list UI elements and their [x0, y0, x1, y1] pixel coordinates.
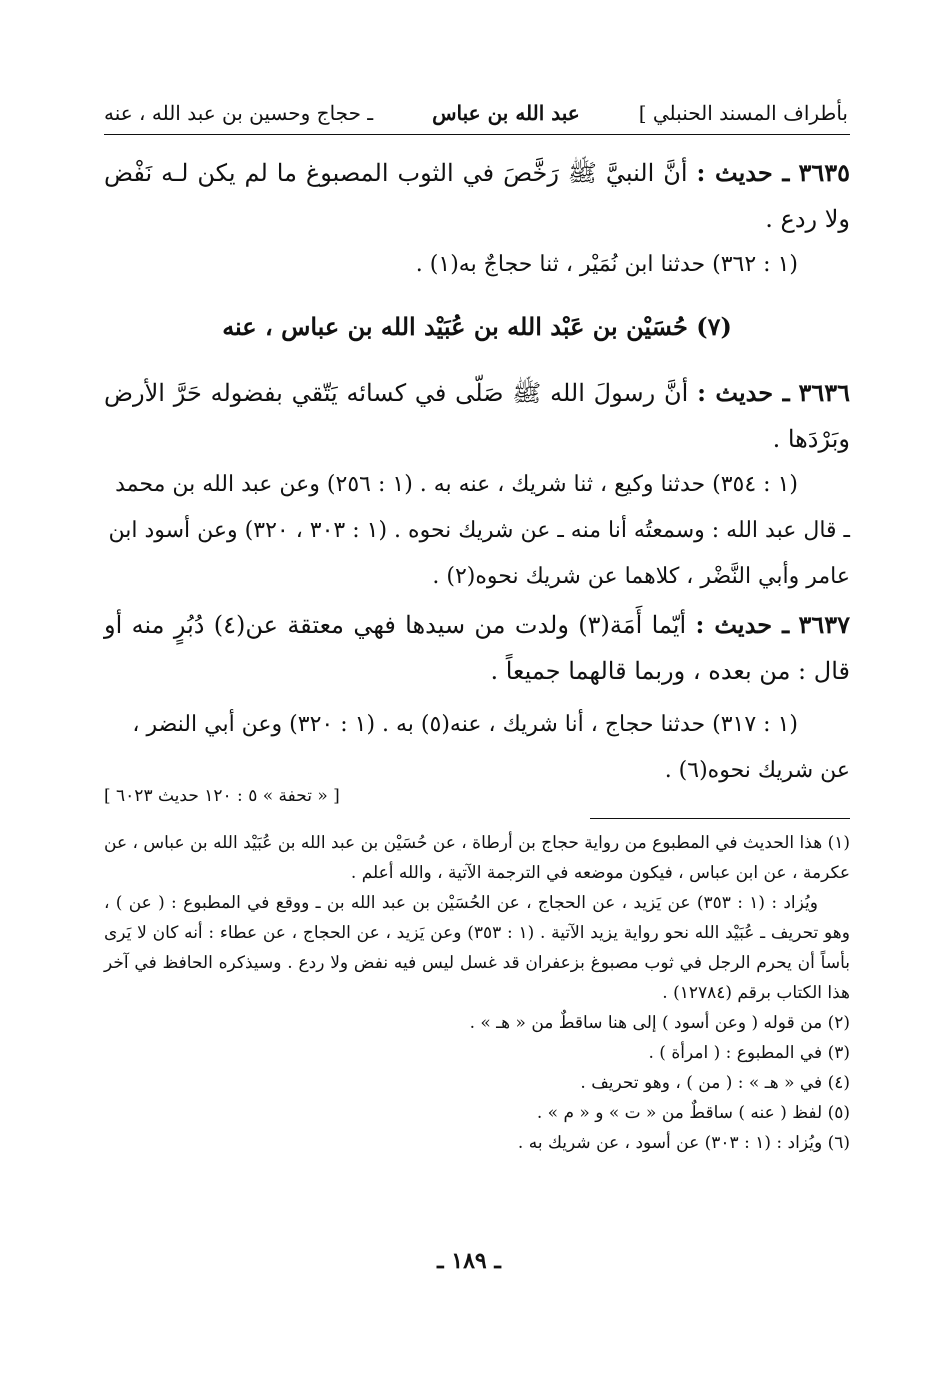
footnote-rule [590, 818, 850, 819]
hadith-reference: (١ : ٣٥٤) حدثنا وكيع ، ثنا شريك ، عنه به . (١ : ٢٥٦) وعن عبد الله بن محمد ـ قال عبد الله : وسمعتُه أنا منه ـ عن شريك نحوه . (١ : ٣٠٣ ، ٣٢٠) وعن أسود ابن عامر وأبي النَّضْر ، كلاهما عن شريك نحوه(٢) . [108, 472, 850, 589]
hadith-body: أنَّ النبيَّ ﷺ رَخَّصَ في الثوب المصبوغ ما لم يكن لـه نَفْض ولا ردع . [104, 159, 850, 233]
header-book-title: بأطراف المسند الحنبلي ] [638, 101, 848, 125]
footnotes [104, 828, 850, 1158]
hadith-text [104, 150, 850, 242]
hadith-reference: (١ : ٣١٧) حدثنا حجاج ، أنا شريك ، عنه(٥) به . (١ : ٣٢٠) وعن أبي النضر ، عن شريك نحوه(٦) . [132, 712, 850, 783]
section-heading: (٧) حُسَيْن بن عَبْد الله بن عُبَيْد الله بن عباس ، عنه [222, 312, 732, 341]
tuhfa-reference: [ « تحفة » ٥ : ١٢٠ حديث ٦٠٢٣ ] [104, 786, 340, 806]
header-section: ـ حجاج وحسين بن عبد الله ، عنه [104, 101, 374, 125]
header-chapter: عبد الله بن عباس [432, 101, 580, 125]
hadith-label: ـ حديث : [695, 610, 790, 639]
footnote-3: (٣) في المطبوع : ( امرأة ) . [648, 1043, 850, 1063]
hadith-label: ـ حديث : [696, 158, 790, 187]
section-heading-block [104, 312, 850, 341]
page-number: ـ ١٨٩ ـ [437, 1248, 501, 1274]
footnote-1: (١) هذا الحديث في المطبوع من رواية حجاج بن أرطاة ، عن حُسَيْن بن عبد الله بن عُبَيْد الله بن عباس ، عن عكرمة ، عن ابن عباس ، فيكون موضعه في الترجمة الآتية ، والله أعلم . [104, 833, 850, 883]
hadith-number: ٣٦٣٧ [798, 610, 850, 639]
hadith-3636 [104, 370, 850, 600]
hadith-reference: (١ : ٣٦٢) حدثنا ابن نُمَيْر ، ثنا حجاجٌ به(١) . [415, 252, 798, 277]
hadith-body: أنَّ رسولَ الله ﷺ صَلّى في كسائه يَتّقي بفضوله حَرَّ الأرض وبَرْدَها . [104, 379, 850, 453]
header-rule [104, 134, 850, 135]
hadith-number: ٣٦٣٦ [798, 378, 851, 407]
hadith-label: ـ حديث : [697, 378, 790, 407]
running-header [104, 96, 848, 130]
hadith-3637 [104, 602, 850, 794]
hadith-text [104, 370, 850, 462]
hadith-body: أيّما أَمَة(٣) ولدت من سيدها فهي معتقة عن(٤) دُبُرٍ منه أو قال : من بعده ، وربما قالهما جميعاً . [104, 611, 850, 685]
footnote-5: (٥) لفظ ( عنه ) ساقطٌ من « ت » و « م » . [536, 1103, 850, 1123]
footnote-4: (٤) في « هـ » : ( من ) ، وهو تحريف . [580, 1073, 850, 1093]
footnote-1-continued: ويُزاد : (١ : ٣٥٣) عن يَزيد ، عن الحجاج ، عن الحُسَيْن بن عبد الله بن ـ ووقع في المطبوع : ( عن ) ، وهو تحريف ـ عُبَيْد الله نحو رواية يزيد الآتية . (١ : ٣٥٣) وعن يَزيد ، عن الحجاج ، عن عطاء : أنه كان لا يَرى بأساً أن يحرم الرجل في ثوب مصبوغ بزعفران قد غسل ليس فيه نفض ولا ردع . وسيذكره الحافظ في آخر هذا الكتاب برقم (١٢٧٨٤) . [104, 893, 850, 1003]
footnote-2: (٢) من قوله ( وعن أسود ) إلى هنا ساقطٌ من « هـ » . [469, 1013, 850, 1033]
hadith-number: ٣٦٣٥ [798, 158, 850, 187]
hadith-3635 [104, 150, 850, 288]
hadith-text [104, 602, 850, 694]
footnote-6: (٦) ويُزاد : (١ : ٣٠٣) عن أسود ، عن شريك به . [517, 1133, 850, 1153]
